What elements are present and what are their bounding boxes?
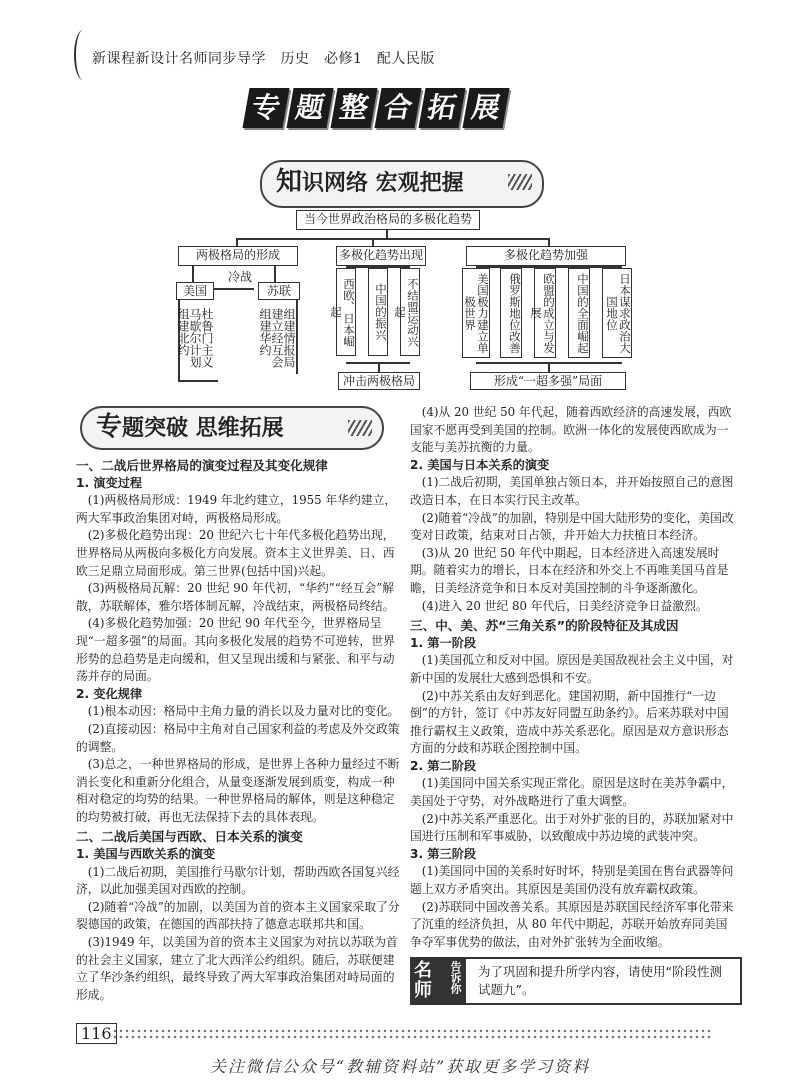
running-header: 新课程新设计名师同步导学 历史 必修1 配人民版	[92, 51, 435, 67]
left-column	[76, 455, 404, 1004]
section-heading: 二、二战后美国与西欧、日本关系的演变	[76, 829, 303, 845]
connector	[372, 238, 374, 246]
bipolar-title: 两极格局的形成	[178, 246, 298, 266]
tip-text: 为了巩固和提升所学内容，请使用“阶段性测试题九”。	[478, 964, 722, 997]
title-char: 展	[462, 88, 509, 128]
footer-dot-rule	[112, 1028, 712, 1040]
connector	[236, 238, 238, 246]
title-char: 题	[286, 88, 333, 128]
header-decoration	[74, 30, 92, 80]
subsection-heading: 3. 第三阶段	[410, 846, 477, 861]
cold-war-label: 冷战	[228, 270, 253, 284]
ussr-item: 组建情报局	[282, 308, 296, 368]
subsection-heading: 1. 第一阶段	[410, 635, 477, 650]
multi-strong-item: 欧盟的成立与发展	[534, 268, 556, 358]
title-char: 拓	[418, 88, 465, 128]
subsection-heading: 2. 第二阶段	[410, 758, 477, 773]
subsection-heading: 2. 美国与日本关系的演变	[410, 457, 550, 472]
paragraph: (2)多极化趋势出现：20 世纪六七十年代多极化趋势出现，世界格局从两极向多极化方向发展。资本主义世界美、日、西欧三足鼎立局面形成。第三世界(包括中国)兴起。	[76, 528, 395, 578]
paragraph: (3)两极格局瓦解：20 世纪 90 年代初，“华约”“经互会”解散，苏联解体，雅尔塔体制瓦解，冷战结束，两极格局终结。	[76, 581, 395, 613]
usa-item: 杜鲁门主义	[200, 308, 214, 368]
section-banner-knowledge-network: 知识网络 宏观把握	[260, 160, 544, 208]
cold-war-line	[214, 288, 254, 290]
paragraph: (2)随着“冷战”的加剧，以美国为首的资本主义国家采取了分裂德国的政策，在德国的西部扶持了德意志联邦共和国。	[76, 899, 400, 932]
ussr-item: 组建华约	[258, 308, 272, 356]
connector	[296, 300, 298, 374]
page-number: 116	[76, 1023, 117, 1044]
banner-stripes	[508, 174, 532, 190]
connector	[378, 362, 380, 372]
usa-box: 美国	[176, 282, 214, 300]
tip-badge-sub: 告诉你	[449, 961, 462, 994]
subsection-heading: 2. 变化规律	[76, 686, 143, 701]
paragraph: (3)总之，一种世界格局的形成，是世界上各种力量经过不断消长变化和重新分化组合，从量变逐渐发展到质变，构成一种相对稳定的均势的结果。一种世界格局的解体，则是这种稳定的均势被打破，再也无法保持下去的具体表现。	[76, 757, 400, 824]
paragraph: (4)进入 20 世纪 80 年代后，日美经济竞争日益激烈。	[421, 598, 708, 613]
multi-strong-title: 多极化趋势加强	[466, 246, 626, 266]
paragraph: (2)中苏关系由友好到恶化。建国初期，新中国推行“一边倒”的方针，签订《中苏友好同盟互助条约》。后来苏联对中国推行霸权主义政策，造成中苏关系恶化。原因是双方意识形态方面的分歧和苏联企图控制中国。	[410, 688, 729, 756]
paragraph: (4)多极化趋势加强：20 世纪 90 年代至今，世界格局呈现“一超多强”的局面。其向多极化发展的趋势不可逆转，世界形势的总趋势是走向缓和，但又呈现出缓和与紧张、和平与动荡并存的局面。	[76, 616, 395, 684]
paragraph: (2)中苏关系严重恶化。出于对外扩张的目的，苏联加紧对中国进行压制和军事威胁，以致酿成中苏边境的武装冲突。	[410, 811, 734, 844]
usa-item: 组建北约	[176, 308, 190, 356]
paragraph: (1)美国孤立和反对中国。原因是美国敌视社会主义中国，对新中国的发展壮大感到恐惧和不安。	[410, 653, 734, 685]
multi-strong-item: 美国极力建立单极世界	[462, 268, 490, 358]
paragraph: (3)从 20 世纪 50 年代中期起，日本经济进入高速发展时期。随着实力的增长，日本在经济和外交上不再唯美国马首是瞻，日美经济竞争和日本反对美国控制的斗争逐渐激化。	[410, 545, 729, 595]
multi-strong-result: 形成“一超多强”局面	[470, 372, 626, 390]
connector	[274, 266, 276, 282]
multi-emerge-title: 多极化趋势出现	[336, 246, 426, 266]
connector	[178, 380, 218, 382]
paragraph: (1)美国同中国的关系时好时坏，特别是美国在售台武器等问题上双方矛盾突出。其原因是美国仍没有放弃霸权政策。	[410, 864, 734, 897]
connector	[192, 266, 194, 282]
tip-badge	[410, 957, 466, 1005]
tip-badge-main: 名师	[414, 960, 432, 1001]
ussr-box: 苏联	[258, 282, 300, 300]
paragraph: (4)从 20 世纪 50 年代起，随着西欧经济的高速发展，西欧国家不愿再受到美国的控制。欧洲一体化的发展使西欧成为一支能与美苏抗衡的力量。	[410, 405, 732, 455]
paragraph: (1)二战后初期，美国推行马歇尔计划，帮助西欧各国复兴经济，以此加强美国对西欧的控制。	[76, 864, 400, 897]
multi-strong-item: 中国的全面崛起	[568, 268, 590, 358]
right-column	[410, 404, 738, 951]
section-heading: 一、二战后世界格局的演变过程及其变化规律	[76, 458, 328, 473]
paragraph: (1)二战后初期，美国单独占领日本，并开始按照自己的意图改造日本，在日本实行民主改革。	[410, 475, 734, 507]
connector	[548, 238, 550, 246]
paragraph: (2)随着“冷战”的加剧，特别是中国大陆形势的变化，美国改变对日政策，结束对日占领，并开始大力扶植日本经济。	[410, 510, 734, 543]
footer-note: 关注微信公众号“教辅资料站”获取更多学习资料	[209, 1057, 591, 1076]
diagram-root: 当今世界政治格局的多极化趋势	[296, 210, 480, 230]
subsection-heading: 1. 演变过程	[76, 475, 143, 490]
connector	[236, 238, 548, 240]
multi-emerge-item: 中国的振兴	[368, 268, 388, 356]
multi-emerge-item: 西欧、日本崛起	[336, 268, 356, 356]
paragraph: (1)美国同中国关系实现正常化。原因是这时在美苏争霸中，美国处于守势，对外战略进行了重大调整。	[410, 776, 734, 809]
chapter-title	[246, 88, 534, 142]
section-banner-topic-breakthrough: 专题突破 思维拓展	[80, 406, 384, 450]
paragraph: (2)苏联同中国改善关系。其原因是苏联国民经济军事化带来了沉重的经济负担，从 80 年代中期起，苏联开始放弃同美国争夺军事优势的做法，由对外扩张转为全面收缩。	[410, 899, 734, 949]
multi-emerge-result: 冲击两极格局	[338, 372, 420, 390]
usa-item: 马歇尔计划	[188, 308, 202, 368]
subsection-heading: 1. 美国与西欧关系的演变	[76, 847, 216, 862]
section-heading: 三、中、美、苏“三角关系”的阶段特征及其成因	[410, 618, 679, 634]
teacher-tip-box	[410, 957, 742, 1005]
ussr-item: 建立经互会	[270, 308, 284, 368]
multi-emerge-item: 不结盟运动兴起	[400, 268, 420, 356]
connector	[548, 362, 550, 372]
banner-stripes	[348, 420, 372, 436]
multi-strong-item: 俄罗斯地位改善	[500, 268, 522, 358]
paragraph: (3)1949 年，以美国为首的资本主义国家为对抗以苏联为首的社会主义国家，建立了北大西洋公约组织。随后，苏联便建立了华沙条约组织，最终导致了两大军事政治集团对峙局面的形成。	[76, 935, 398, 1002]
title-char: 专	[242, 88, 289, 128]
multi-strong-item: 日本谋求政治大国地位	[602, 268, 632, 358]
paragraph: (1)两极格局形成：1949 年北约建立，1955 年华约建立，两大军事政治集团对峙，两极格局形成。	[76, 493, 397, 525]
paragraph: (2)直接动因：格局中主角对自己国家利益的考虑及外交政策的调整。	[76, 721, 400, 754]
title-char: 合	[374, 88, 421, 128]
paragraph: (1)根本动因：格局中主角力量的消长以及力量对比的变化。	[87, 704, 400, 719]
title-char: 整	[330, 88, 377, 128]
